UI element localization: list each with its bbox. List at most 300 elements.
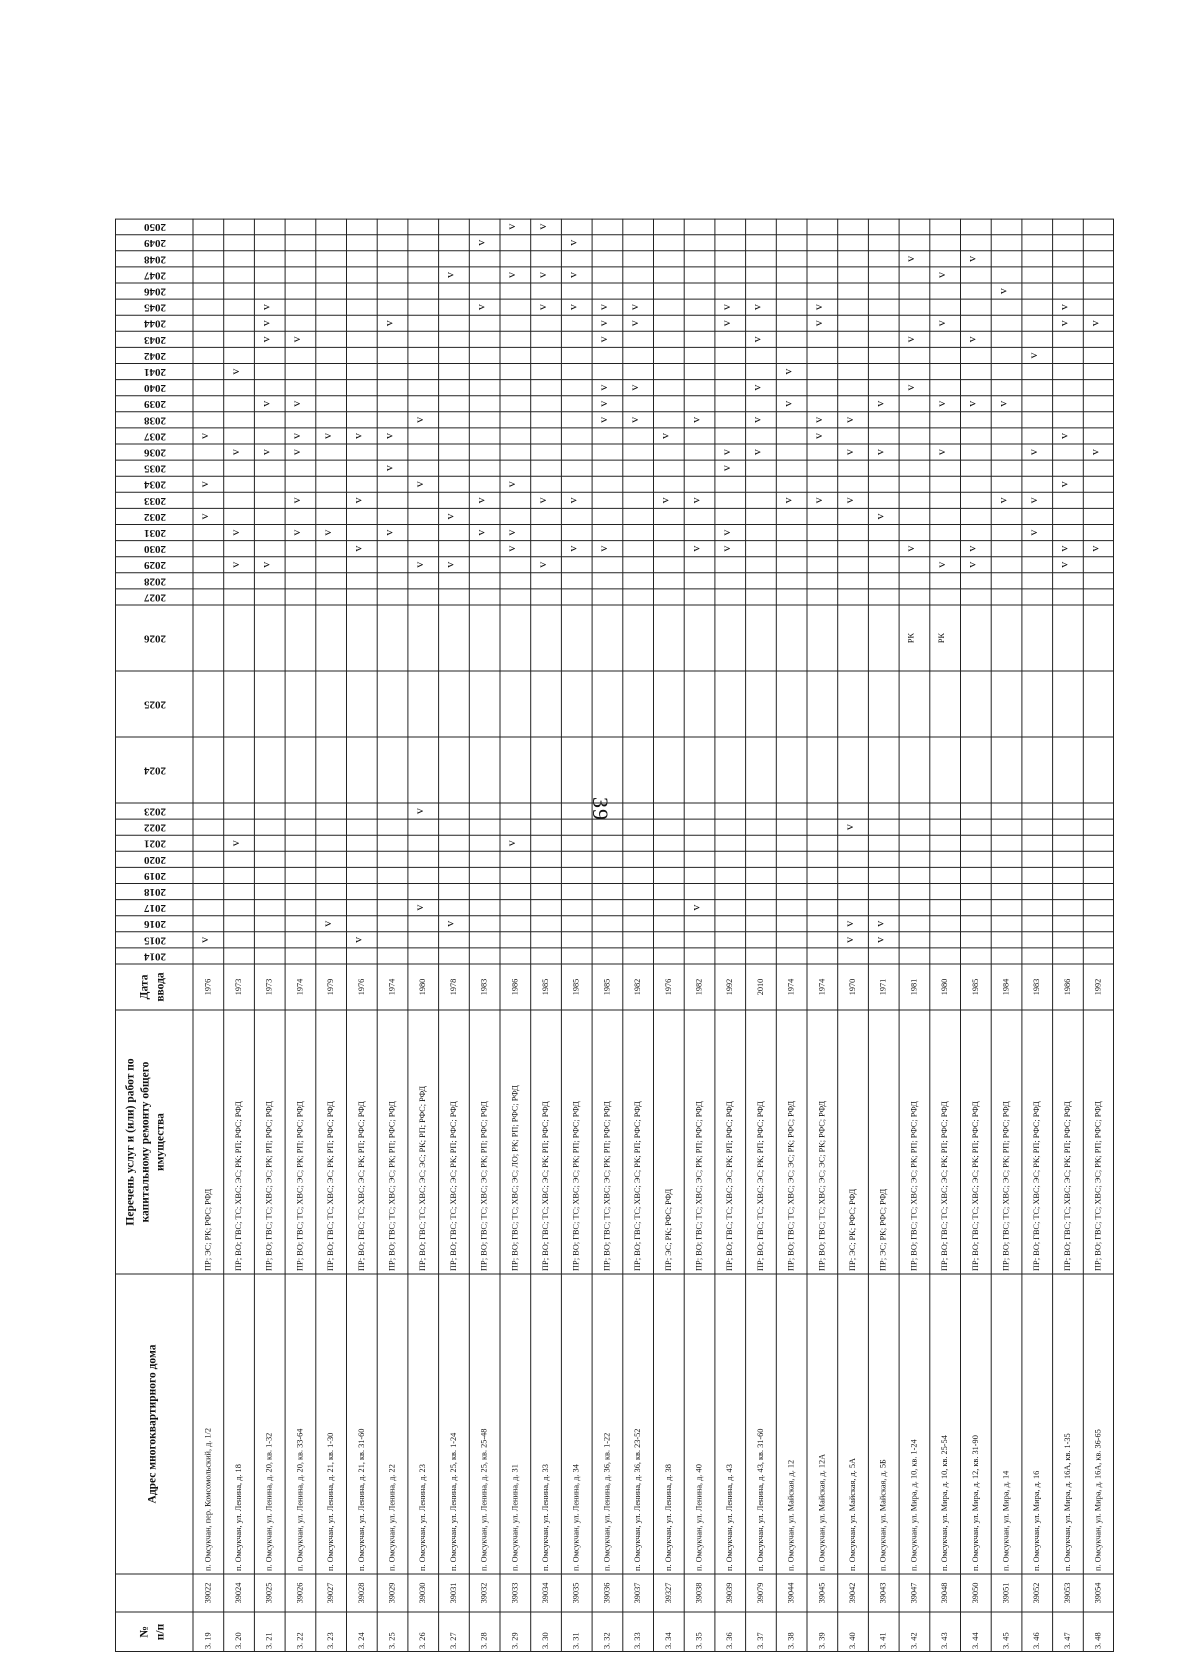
row-year-mark: v — [657, 497, 672, 504]
row-date: 1982 — [694, 978, 704, 996]
row-year-mark: v — [319, 432, 334, 439]
row-year-mark: v — [749, 416, 764, 423]
row-year-mark: v — [719, 529, 733, 536]
year-header: 2017 — [144, 902, 166, 915]
row-address: п. Омсукчан, ул. Ленина, д. 22 — [387, 1464, 397, 1571]
row-year-mark: v — [412, 481, 426, 488]
row-year-mark: v — [1026, 497, 1040, 504]
year-header: 2026 — [144, 632, 166, 645]
row-date: 1985 — [602, 978, 612, 996]
row-address: п. Омсукчан, ул. Мира, д. 16А, кв. 1-35 — [1062, 1433, 1072, 1571]
row-address: п. Омсукчан, ул. Майская, д. 5Б — [878, 1459, 888, 1571]
year-header: 2049 — [144, 237, 166, 250]
row-works: ПР; ВО; ГВС; ТС; ХВС; ЭС; РК; РП; РФС; РФД — [571, 1101, 581, 1271]
row-date: 1982 — [633, 978, 643, 996]
row-year-mark: v — [1056, 432, 1071, 439]
row-year-mark: v — [719, 449, 733, 456]
row-works: ПР; ВО; ГВС; ТС; ХВС; ЭС; РК; РП; РФС; РФД — [233, 1101, 243, 1271]
row-year-mark: v — [964, 545, 979, 552]
header-date: Дата — [138, 974, 151, 1000]
row-date: 1973 — [264, 978, 274, 996]
row-year-mark: v — [1087, 449, 1102, 456]
row-year-mark: v — [596, 416, 611, 423]
row-year-mark: v — [258, 336, 273, 343]
row-number: 3. 45 — [1001, 1632, 1011, 1649]
row-year-mark: v — [933, 271, 948, 278]
row-address: п. Омсукчан, ул. Ленина, д. 43 — [725, 1464, 735, 1571]
row-works: ПР; ВО; ГВС; ТС; ХВС; ЭС; РК; РП; РФС; РФД — [264, 1101, 274, 1271]
row-code: 39036 — [602, 1582, 612, 1604]
row-year-mark: v — [596, 336, 611, 343]
row-year-mark: v — [995, 497, 1010, 504]
row-works: ПР; ВО; ГВС; ТС; ХВС; ЭС; РК; РП; РФС; РФД — [755, 1101, 765, 1271]
row-year-mark: v — [841, 920, 856, 927]
row-number: 3. 36 — [725, 1632, 735, 1649]
row-number: 3. 34 — [663, 1632, 673, 1649]
row-year-mark: v — [964, 336, 979, 343]
row-year-mark: v — [258, 449, 273, 456]
row-number: 3. 33 — [633, 1632, 643, 1649]
row-year-mark: v — [749, 336, 764, 343]
row-code: 39027 — [326, 1582, 336, 1604]
row-date: 1980 — [418, 978, 428, 996]
row-code: 39032 — [479, 1582, 489, 1604]
row-code: 39035 — [571, 1582, 581, 1604]
year-header: 2050 — [144, 221, 166, 234]
row-year-mark: v — [596, 320, 611, 327]
row-address: п. Омсукчан, ул. Ленина, д. 18 — [233, 1464, 243, 1571]
row-year-mark: v — [289, 336, 304, 343]
row-works: ПР; ЭС; РК; РФС; РФД — [663, 1188, 673, 1271]
row-code: 39327 — [663, 1582, 673, 1604]
row-number: 3. 22 — [295, 1632, 305, 1649]
row-address: п. Омсукчан, ул. Ленина, д. 21, кв. 31-60 — [356, 1428, 366, 1571]
row-date: 1986 — [1062, 978, 1072, 996]
row-year-mark: v — [1056, 561, 1071, 568]
row-year-mark: v — [780, 497, 795, 504]
row-address: п. Омсукчан, ул. Майская, д. 12А — [817, 1453, 827, 1571]
year-header: 2032 — [144, 510, 166, 523]
row-address: п. Омсукчан, ул. Мира, д. 14 — [1001, 1470, 1011, 1571]
row-date: 1976 — [663, 978, 673, 996]
row-code: 39022 — [203, 1582, 213, 1604]
row-year-mark: v — [442, 920, 457, 927]
row-works: ПР; ВО; ГВС; ТС; ХВС; ЭС; ЭС; РК; РФС; РФД — [786, 1100, 796, 1271]
row-year-mark: v — [534, 561, 549, 568]
row-address: п. Омсукчан, ул. Ленина, д. 25, кв. 25-48 — [479, 1428, 489, 1571]
row-year-mark: v — [626, 384, 641, 391]
row-date: 1974 — [295, 978, 305, 996]
row-year-mark: v — [841, 936, 856, 943]
row-year-mark: v — [596, 304, 611, 311]
row-year-mark: v — [289, 529, 304, 536]
row-works: ПР; ВО; ГВС; ТС; ХВС; ЭС; РК; РП; РФС; РФД — [1032, 1101, 1042, 1271]
row-year-mark: v — [289, 449, 304, 456]
row-works: ПР; ВО; ГВС; ТС; ХВС; ЭС; РК; РП; РФС; РФД — [970, 1101, 980, 1271]
row-number: 3. 44 — [970, 1632, 980, 1649]
row-works: ПР; ВО; ГВС; ТС; ХВС; ЭС; РК; РП; РФС; РФД — [326, 1101, 336, 1271]
row-year-mark: v — [657, 432, 672, 439]
row-code: 39079 — [755, 1582, 765, 1604]
row-year-mark: v — [412, 561, 426, 568]
row-code: 39044 — [786, 1582, 796, 1604]
row-number: 3. 37 — [755, 1632, 765, 1649]
row-year-mark: v — [197, 936, 212, 943]
row-works: ПР; ВО; ГВС; ТС; ХВС; ЭС; РК; РП; РФС; РФД — [1062, 1101, 1072, 1271]
row-year-mark: v — [841, 416, 856, 423]
row-year-mark: v — [197, 481, 212, 488]
row-year-mark: v — [688, 545, 703, 552]
row-address: п. Омсукчан, ул. Ленина, д. 40 — [694, 1464, 704, 1571]
year-header: 2046 — [144, 285, 166, 298]
row-year-mark: v — [811, 497, 826, 504]
row-date: 1970 — [847, 978, 857, 996]
row-year-mark: v — [289, 497, 304, 504]
row-year-mark: v — [534, 304, 549, 311]
year-header: 2038 — [144, 414, 166, 427]
row-year-mark: v — [350, 497, 365, 504]
row-works: ПР; ВО; ГВС; ТС; ХВС; ЭС; РК; РП; РФС; РФД — [387, 1101, 397, 1271]
row-year-mark: v — [412, 904, 426, 911]
row-year-mark: v — [442, 271, 457, 278]
row-year-mark: v — [350, 432, 365, 439]
row-address: п. Омсукчан, ул. Ленина, д. 36, кв. 23-52 — [633, 1428, 643, 1571]
row-year-mark: v — [688, 904, 703, 911]
row-number: 3. 21 — [264, 1632, 274, 1649]
row-year-mark: v — [1056, 481, 1071, 488]
row-address: п. Омсукчан, ул. Мира, д. 12, кв. 31-90 — [970, 1435, 980, 1571]
row-year-mark: v — [504, 271, 519, 278]
year-header: 2022 — [144, 821, 166, 834]
row-code: 39047 — [909, 1582, 919, 1604]
year-header: 2039 — [144, 398, 166, 411]
row-date: 1974 — [786, 978, 796, 996]
row-address: п. Омсукчан, ул. Ленина, д. 43, кв. 31-60 — [755, 1428, 765, 1571]
row-code: 39048 — [940, 1582, 950, 1604]
row-address: п. Омсукчан, ул. Ленина, д. 38 — [663, 1464, 673, 1571]
row-works: ПР; ВО; ГВС; ТС; ХВС; ЭС; РК; РП; РФС; РФД — [448, 1101, 458, 1271]
row-year-mark: v — [565, 239, 580, 246]
row-number: 3. 31 — [571, 1632, 581, 1649]
row-year-mark: v — [381, 432, 396, 439]
row-date: 1984 — [1001, 978, 1011, 996]
row-code: 39031 — [448, 1582, 458, 1604]
row-code: 39026 — [295, 1582, 305, 1604]
row-year-mark: v — [227, 529, 242, 536]
row-year-mark: РК — [937, 632, 947, 644]
row-number: 3. 39 — [817, 1632, 827, 1649]
row-year-mark: v — [1087, 545, 1102, 552]
year-header: 2035 — [144, 462, 166, 475]
row-year-mark: v — [350, 545, 365, 552]
row-code: 39038 — [694, 1582, 704, 1604]
row-year-mark: v — [903, 384, 918, 391]
row-year-mark: v — [933, 320, 948, 327]
row-year-mark: v — [412, 808, 426, 815]
row-address: п. Омсукчан, ул. Мира, д. 10, кв. 25-54 — [940, 1435, 950, 1571]
row-year-mark: v — [1087, 320, 1102, 327]
row-year-mark: v — [688, 497, 703, 504]
row-date: 1976 — [203, 978, 213, 996]
year-header: 2042 — [144, 349, 166, 362]
header-date: ввода — [154, 972, 167, 1002]
header-num: № — [138, 1626, 151, 1638]
year-header: 2014 — [144, 950, 166, 963]
row-number: 3. 24 — [356, 1632, 366, 1649]
row-number: 3. 23 — [326, 1632, 336, 1649]
year-header: 2043 — [144, 333, 166, 346]
row-number: 3. 20 — [233, 1632, 243, 1649]
row-year-mark: v — [504, 529, 519, 536]
row-address: п. Омсукчан, ул. Мира, д. 16 — [1032, 1470, 1042, 1571]
row-date: 1978 — [448, 978, 458, 996]
header-works: имущества — [154, 1113, 167, 1171]
row-year-mark: v — [442, 513, 457, 520]
row-address: п. Омсукчан, ул. Ленина, д. 33 — [540, 1464, 550, 1571]
header-works: капитальному ремонту общего — [139, 1061, 152, 1223]
year-header: 2037 — [144, 430, 166, 443]
row-year-mark: v — [1056, 304, 1071, 311]
row-number: 3. 30 — [540, 1632, 550, 1649]
row-code: 39051 — [1001, 1582, 1011, 1604]
header-num: п/п — [154, 1623, 167, 1641]
row-address: п. Омсукчан, ул. Ленина, д. 36, кв. 1-22 — [602, 1432, 612, 1571]
rotated-table-container — [115, 52, 1165, 1652]
row-address: п. Омсукчан, ул. Майская, д. 12 — [786, 1459, 796, 1571]
row-code: 39030 — [418, 1582, 428, 1604]
row-year-mark: v — [596, 400, 611, 407]
row-date: 1986 — [510, 978, 520, 996]
row-year-mark: v — [995, 288, 1010, 295]
row-year-mark: v — [534, 223, 549, 230]
row-number: 3. 40 — [847, 1632, 857, 1649]
row-date: 1981 — [909, 978, 919, 996]
row-year-mark: v — [719, 320, 733, 327]
year-header: 2019 — [144, 869, 166, 882]
row-works: ПР; ВО; ГВС; ТС; ХВС; ЭС; РК; РП; РФС; РФД — [479, 1101, 489, 1271]
row-year-mark: v — [964, 255, 979, 262]
row-address: п. Омсукчан, ул. Ленина, д. 21, кв. 1-30 — [326, 1432, 336, 1571]
row-year-mark: v — [749, 449, 764, 456]
row-date: 1985 — [970, 978, 980, 996]
row-year-mark: v — [811, 432, 826, 439]
row-number: 3. 35 — [694, 1632, 704, 1649]
year-header: 2036 — [144, 446, 166, 459]
row-year-mark: v — [903, 545, 918, 552]
row-works: ПР; ВО; ГВС; ТС; ХВС; ЭС; ЭС; РК; РФС; РФД — [817, 1100, 827, 1271]
row-code: 39037 — [633, 1582, 643, 1604]
row-year-mark: v — [933, 400, 948, 407]
row-number: 3. 46 — [1032, 1632, 1042, 1649]
row-year-mark: v — [504, 223, 519, 230]
row-address: п. Омсукчан, ул. Мира, д. 10, кв. 1-24 — [909, 1439, 919, 1571]
row-year-mark: v — [933, 561, 948, 568]
row-year-mark: v — [381, 465, 396, 472]
header-works: Перечень услуг и (или) работ по — [124, 1058, 137, 1226]
row-year-mark: v — [1056, 320, 1071, 327]
row-year-mark: v — [565, 304, 580, 311]
row-date: 1980 — [940, 978, 950, 996]
row-code: 39042 — [847, 1582, 857, 1604]
row-address: п. Омсукчан, ул. Ленина, д. 31 — [510, 1464, 520, 1571]
year-header: 2033 — [144, 494, 166, 507]
row-number: 3. 26 — [418, 1632, 428, 1649]
row-year-mark: v — [872, 400, 887, 407]
row-code: 39034 — [540, 1582, 550, 1604]
row-code: 39029 — [387, 1582, 397, 1604]
row-date: 1973 — [233, 978, 243, 996]
row-number: 3. 43 — [940, 1632, 950, 1649]
row-year-mark: v — [903, 255, 918, 262]
capital-repair-schedule-table — [115, 52, 1165, 1652]
row-number: 3. 41 — [878, 1632, 888, 1649]
row-year-mark: v — [381, 529, 396, 536]
year-header: 2021 — [144, 837, 166, 850]
row-year-mark: v — [565, 545, 580, 552]
row-number: 3. 47 — [1062, 1632, 1072, 1649]
row-address: п. Омсукчан, ул. Мира, д. 16А, кв. 36-65 — [1093, 1429, 1103, 1571]
year-header: 2034 — [144, 478, 166, 491]
row-year-mark: v — [964, 561, 979, 568]
row-code: 39045 — [817, 1582, 827, 1604]
year-header: 2031 — [144, 527, 166, 540]
row-year-mark: v — [872, 920, 887, 927]
row-code: 39054 — [1093, 1582, 1103, 1604]
row-date: 1983 — [479, 978, 489, 996]
year-header: 2040 — [144, 382, 166, 395]
row-year-mark: v — [473, 239, 488, 246]
row-code: 39052 — [1032, 1582, 1042, 1604]
year-header: 2018 — [144, 886, 166, 899]
row-year-mark: v — [1056, 545, 1071, 552]
row-number: 3. 28 — [479, 1632, 489, 1649]
year-header: 2023 — [144, 805, 166, 818]
row-year-mark: v — [964, 400, 979, 407]
row-works: ПР; ВО; ГВС; ТС; ХВС; ЭС; РК; РП; РФС; РФД — [909, 1101, 919, 1271]
row-year-mark: v — [841, 449, 856, 456]
row-year-mark: v — [504, 481, 519, 488]
row-works: ПР; ВО; ГВС; ТС; ХВС; ЭС; РК; РП; РФС; РФД — [540, 1101, 550, 1271]
row-year-mark: v — [565, 271, 580, 278]
row-year-mark: v — [473, 304, 488, 311]
year-header: 2047 — [144, 269, 166, 282]
row-number: 3. 32 — [602, 1632, 612, 1649]
row-date: 1971 — [878, 978, 888, 996]
row-year-mark: v — [565, 497, 580, 504]
row-year-mark: v — [811, 416, 826, 423]
row-year-mark: РК — [906, 632, 916, 644]
year-header: 2045 — [144, 301, 166, 314]
row-year-mark: v — [780, 368, 795, 375]
row-year-mark: v — [749, 384, 764, 391]
row-works: ПР; ВО; ГВС; ТС; ХВС; ЭС; РК; РП; РФС; РФД — [602, 1101, 612, 1271]
row-address: п. Омсукчан, ул. Майская, д. 5А — [847, 1457, 857, 1571]
row-address: п. Омсукчан, ул. Ленина, д. 23 — [418, 1464, 428, 1571]
row-number: 3. 25 — [387, 1632, 397, 1649]
row-date: 2010 — [755, 978, 765, 996]
row-date: 1992 — [1093, 978, 1103, 996]
row-address: п. Омсукчан, пер. Комсомольский, д. 1/2 — [203, 1427, 213, 1571]
year-header: 2025 — [144, 698, 166, 711]
year-header: 2048 — [144, 253, 166, 266]
year-header: 2027 — [144, 591, 166, 604]
year-header: 2024 — [144, 764, 166, 777]
row-year-mark: v — [933, 449, 948, 456]
row-year-mark: v — [872, 936, 887, 943]
row-works: ПР; ВО; ГВС; ТС; ХВС; ЭС; РК; РП; РФС; РФД — [633, 1101, 643, 1271]
year-header: 2041 — [144, 366, 166, 379]
page-number: 39 — [588, 797, 613, 821]
row-year-mark: v — [688, 416, 703, 423]
row-year-mark: v — [381, 320, 396, 327]
row-year-mark: v — [227, 368, 242, 375]
row-date: 1985 — [540, 978, 550, 996]
row-year-mark: v — [841, 824, 856, 831]
row-code: 39039 — [725, 1582, 735, 1604]
row-year-mark: v — [596, 384, 611, 391]
row-works: ПР; ВО; ГВС; ТС; ХВС; ЭС; РК; РП; РФС; РФД — [356, 1101, 366, 1271]
row-address: п. Омсукчан, ул. Ленина, д. 20, кв. 33-64 — [295, 1428, 305, 1571]
row-year-mark: v — [504, 545, 519, 552]
row-works: ПР; ЭС; РК; РФС; РФД — [878, 1188, 888, 1271]
row-code: 39028 — [356, 1582, 366, 1604]
year-header: 2029 — [144, 559, 166, 572]
row-code: 39033 — [510, 1582, 520, 1604]
row-number: 3. 27 — [448, 1632, 458, 1649]
row-year-mark: v — [289, 432, 304, 439]
row-code: 39053 — [1062, 1582, 1072, 1604]
row-works: ПР; ЭС; РК; РФС; РФД — [203, 1188, 213, 1271]
row-works: ПР; ВО; ГВС; ТС; ХВС; ЭС; РК; РП; РФС; РФД — [940, 1101, 950, 1271]
row-date: 1979 — [326, 978, 336, 996]
year-header: 2030 — [144, 543, 166, 556]
row-code: 39050 — [970, 1582, 980, 1604]
row-year-mark: v — [903, 336, 918, 343]
row-works: ПР; ВО; ГВС; ТС; ХВС; ЭС; РК; РП; РФС; РФД — [1001, 1101, 1011, 1271]
row-year-mark: v — [872, 449, 887, 456]
row-year-mark: v — [811, 304, 826, 311]
row-date: 1974 — [387, 978, 397, 996]
row-year-mark: v — [258, 400, 273, 407]
row-year-mark: v — [534, 271, 549, 278]
row-year-mark: v — [780, 400, 795, 407]
year-header: 2044 — [144, 317, 166, 330]
row-year-mark: v — [872, 513, 887, 520]
row-number: 3. 42 — [909, 1632, 919, 1649]
row-year-mark: v — [289, 400, 304, 407]
row-year-mark: v — [473, 497, 488, 504]
row-year-mark: v — [1026, 352, 1040, 359]
header-address: Адрес многоквартирного дома — [146, 1344, 159, 1504]
row-year-mark: v — [227, 449, 242, 456]
year-header: 2016 — [144, 918, 166, 931]
row-code: 39025 — [264, 1582, 274, 1604]
row-date: 1974 — [817, 978, 827, 996]
row-works: ПР; ВО; ГВС; ТС; ХВС; ЭС; РК; РП; РФС; РФД — [295, 1101, 305, 1271]
row-year-mark: v — [1026, 449, 1040, 456]
row-year-mark: v — [719, 304, 733, 311]
row-works: ПР; ВО; ГВС; ТС; ХВС; ЭС; РК; РП; РФС; РФД — [694, 1101, 704, 1271]
row-year-mark: v — [534, 497, 549, 504]
row-works: ПР; ЭС; РК; РФС; РФД — [847, 1188, 857, 1271]
row-address: п. Омсукчан, ул. Ленина, д. 20, кв. 1-32 — [264, 1432, 274, 1571]
row-year-mark: v — [197, 513, 212, 520]
row-year-mark: v — [197, 432, 212, 439]
row-works: ПР; ВО; ГВС; ТС; ХВС; ЭС; РК; РП; РФС; РФД — [1093, 1101, 1103, 1271]
row-year-mark: v — [841, 497, 856, 504]
year-header: 2028 — [144, 575, 166, 588]
row-works: ПР; ВО; ГВС; ТС; ХВС; ЭС; РК; РП; РФС; РФД — [725, 1101, 735, 1271]
